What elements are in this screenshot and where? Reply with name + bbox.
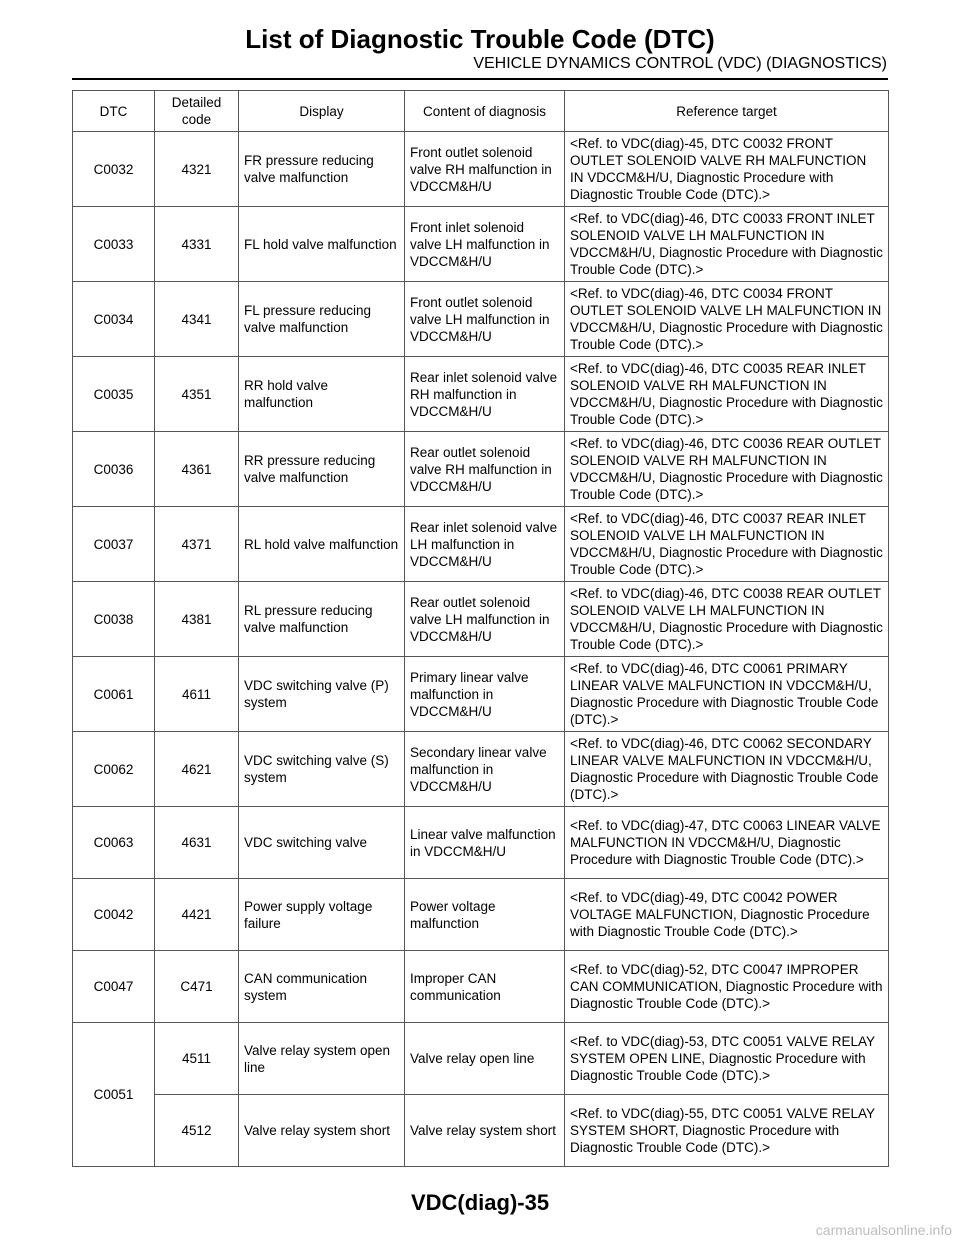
display-cell: VDC switching valve (P) system — [239, 657, 405, 732]
table-row — [73, 657, 889, 732]
detailed-code-cell: 4321 — [155, 132, 239, 207]
content-cell: Linear valve malfunction in VDCCM&H/U — [405, 807, 565, 879]
reference-cell: <Ref. to VDC(diag)-52, DTC C0047 IMPROPER CAN COMMUNICATION, Diagnostic Procedure with Diagnostic Trouble Code (DTC).> — [565, 951, 889, 1023]
column-header-content: Content of diagnosis — [405, 91, 565, 132]
detailed-code-cell: 4511 — [155, 1023, 239, 1095]
dtc-cell: C0042 — [73, 879, 155, 951]
table-row — [73, 432, 889, 507]
detailed-code-cell: 4631 — [155, 807, 239, 879]
dtc-cell: C0051 — [73, 1023, 155, 1167]
table-row — [73, 879, 889, 951]
watermark: carmanualsonline.info — [815, 1222, 952, 1238]
content-cell: Power voltage malfunction — [405, 879, 565, 951]
reference-cell: <Ref. to VDC(diag)-47, DTC C0063 LINEAR VALVE MALFUNCTION IN VDCCM&H/U, Diagnostic Procedure with Diagnostic Trouble Code (DTC).> — [565, 807, 889, 879]
display-cell: RR hold valve malfunction — [239, 357, 405, 432]
page-number: VDC(diag)-35 — [410, 1190, 550, 1215]
table-row — [73, 207, 889, 282]
dtc-cell: C0033 — [73, 207, 155, 282]
column-header-detailed-code: Detailed code — [155, 91, 239, 132]
detailed-code-cell: 4621 — [155, 732, 239, 807]
dtc-cell: C0036 — [73, 432, 155, 507]
display-cell: Valve relay system short — [239, 1095, 405, 1167]
display-cell: Power supply voltage failure — [239, 879, 405, 951]
content-cell: Secondary linear valve malfunction in VDCCM&H/U — [405, 732, 565, 807]
content-cell: Valve relay system short — [405, 1095, 565, 1167]
table-row — [73, 1095, 889, 1167]
table-row — [73, 1023, 889, 1095]
table-row — [73, 807, 889, 879]
detailed-code-cell: 4371 — [155, 507, 239, 582]
dtc-cell: C0062 — [73, 732, 155, 807]
reference-cell: <Ref. to VDC(diag)-49, DTC C0042 POWER VOLTAGE MALFUNCTION, Diagnostic Procedure with Diagnostic Trouble Code (DTC).> — [565, 879, 889, 951]
dtc-cell: C0034 — [73, 282, 155, 357]
table-row — [73, 732, 889, 807]
reference-cell: <Ref. to VDC(diag)-53, DTC C0051 VALVE RELAY SYSTEM OPEN LINE, Diagnostic Procedure with Diagnostic Trouble Code (DTC).> — [565, 1023, 889, 1095]
reference-cell: <Ref. to VDC(diag)-46, DTC C0034 FRONT OUTLET SOLENOID VALVE LH MALFUNCTION IN VDCCM&H/U, Diagnostic Procedure with Diagnostic Trouble Code (DTC).> — [565, 282, 889, 357]
reference-cell: <Ref. to VDC(diag)-46, DTC C0061 PRIMARY LINEAR VALVE MALFUNCTION IN VDCCM&H/U, Diagnostic Procedure with Diagnostic Trouble Code (DTC).> — [565, 657, 889, 732]
table-row — [73, 582, 889, 657]
table-row — [73, 357, 889, 432]
content-cell: Valve relay open line — [405, 1023, 565, 1095]
table-row — [73, 132, 889, 207]
reference-cell: <Ref. to VDC(diag)-46, DTC C0037 REAR INLET SOLENOID VALVE LH MALFUNCTION IN VDCCM&H/U, Diagnostic Procedure with Diagnostic Trouble Code (DTC).> — [565, 507, 889, 582]
display-cell: RR pressure reducing valve malfunction — [239, 432, 405, 507]
display-cell: VDC switching valve (S) system — [239, 732, 405, 807]
content-cell: Front inlet solenoid valve LH malfunction in VDCCM&H/U — [405, 207, 565, 282]
detailed-code-cell: C471 — [155, 951, 239, 1023]
table-row — [73, 507, 889, 582]
detailed-code-cell: 4611 — [155, 657, 239, 732]
table-row — [73, 951, 889, 1023]
table-row — [73, 282, 889, 357]
content-cell: Rear outlet solenoid valve LH malfunction in VDCCM&H/U — [405, 582, 565, 657]
column-header-reference: Reference target — [565, 91, 889, 132]
display-cell: FR pressure reducing valve malfunction — [239, 132, 405, 207]
detailed-code-cell: 4331 — [155, 207, 239, 282]
dtc-cell: C0061 — [73, 657, 155, 732]
display-cell: FL hold valve malfunction — [239, 207, 405, 282]
dtc-table — [72, 90, 889, 1167]
dtc-cell: C0032 — [73, 132, 155, 207]
content-cell: Rear inlet solenoid valve LH malfunction in VDCCM&H/U — [405, 507, 565, 582]
reference-cell: <Ref. to VDC(diag)-46, DTC C0036 REAR OUTLET SOLENOID VALVE RH MALFUNCTION IN VDCCM&H/U, Diagnostic Procedure with Diagnostic Trouble Code (DTC).> — [565, 432, 889, 507]
display-cell: RL pressure reducing valve malfunction — [239, 582, 405, 657]
column-header-display: Display — [239, 91, 405, 132]
display-cell: RL hold valve malfunction — [239, 507, 405, 582]
reference-cell: <Ref. to VDC(diag)-46, DTC C0035 REAR INLET SOLENOID VALVE RH MALFUNCTION IN VDCCM&H/U, Diagnostic Procedure with Diagnostic Trouble Code (DTC).> — [565, 357, 889, 432]
dtc-cell: C0037 — [73, 507, 155, 582]
display-cell: FL pressure reducing valve malfunction — [239, 282, 405, 357]
reference-cell: <Ref. to VDC(diag)-45, DTC C0032 FRONT OUTLET SOLENOID VALVE RH MALFUNCTION IN VDCCM&H/U, Diagnostic Procedure with Diagnostic Trouble Code (DTC).> — [565, 132, 889, 207]
header-divider — [72, 78, 888, 80]
dtc-cell: C0047 — [73, 951, 155, 1023]
dtc-cell: C0035 — [73, 357, 155, 432]
content-cell: Rear inlet solenoid valve RH malfunction in VDCCM&H/U — [405, 357, 565, 432]
detailed-code-cell: 4351 — [155, 357, 239, 432]
content-cell: Improper CAN communication — [405, 951, 565, 1023]
reference-cell: <Ref. to VDC(diag)-46, DTC C0062 SECONDARY LINEAR VALVE MALFUNCTION IN VDCCM&H/U, Diagnostic Procedure with Diagnostic Trouble Code (DTC).> — [565, 732, 889, 807]
section-subtitle: VEHICLE DYNAMICS CONTROL (VDC) (DIAGNOSTICS) — [473, 55, 887, 72]
content-cell: Front outlet solenoid valve RH malfunction in VDCCM&H/U — [405, 132, 565, 207]
display-cell: CAN communication system — [239, 951, 405, 1023]
reference-cell: <Ref. to VDC(diag)-55, DTC C0051 VALVE RELAY SYSTEM SHORT, Diagnostic Procedure with Diagnostic Trouble Code (DTC).> — [565, 1095, 889, 1167]
reference-cell: <Ref. to VDC(diag)-46, DTC C0033 FRONT INLET SOLENOID VALVE LH MALFUNCTION IN VDCCM&H/U, Diagnostic Procedure with Diagnostic Trouble Code (DTC).> — [565, 207, 889, 282]
display-cell: VDC switching valve — [239, 807, 405, 879]
detailed-code-cell: 4381 — [155, 582, 239, 657]
dtc-cell: C0038 — [73, 582, 155, 657]
detailed-code-cell: 4361 — [155, 432, 239, 507]
display-cell: Valve relay system open line — [239, 1023, 405, 1095]
content-cell: Rear outlet solenoid valve RH malfunction in VDCCM&H/U — [405, 432, 565, 507]
detailed-code-cell: 4421 — [155, 879, 239, 951]
reference-cell: <Ref. to VDC(diag)-46, DTC C0038 REAR OUTLET SOLENOID VALVE LH MALFUNCTION IN VDCCM&H/U, Diagnostic Procedure with Diagnostic Trouble Code (DTC).> — [565, 582, 889, 657]
detailed-code-cell: 4512 — [155, 1095, 239, 1167]
content-cell: Front outlet solenoid valve LH malfunction in VDCCM&H/U — [405, 282, 565, 357]
content-cell: Primary linear valve malfunction in VDCCM&H/U — [405, 657, 565, 732]
table-header-row — [73, 91, 889, 132]
column-header-dtc: DTC — [73, 91, 155, 132]
dtc-cell: C0063 — [73, 807, 155, 879]
page-title: List of Diagnostic Trouble Code (DTC) — [245, 24, 715, 54]
detailed-code-cell: 4341 — [155, 282, 239, 357]
